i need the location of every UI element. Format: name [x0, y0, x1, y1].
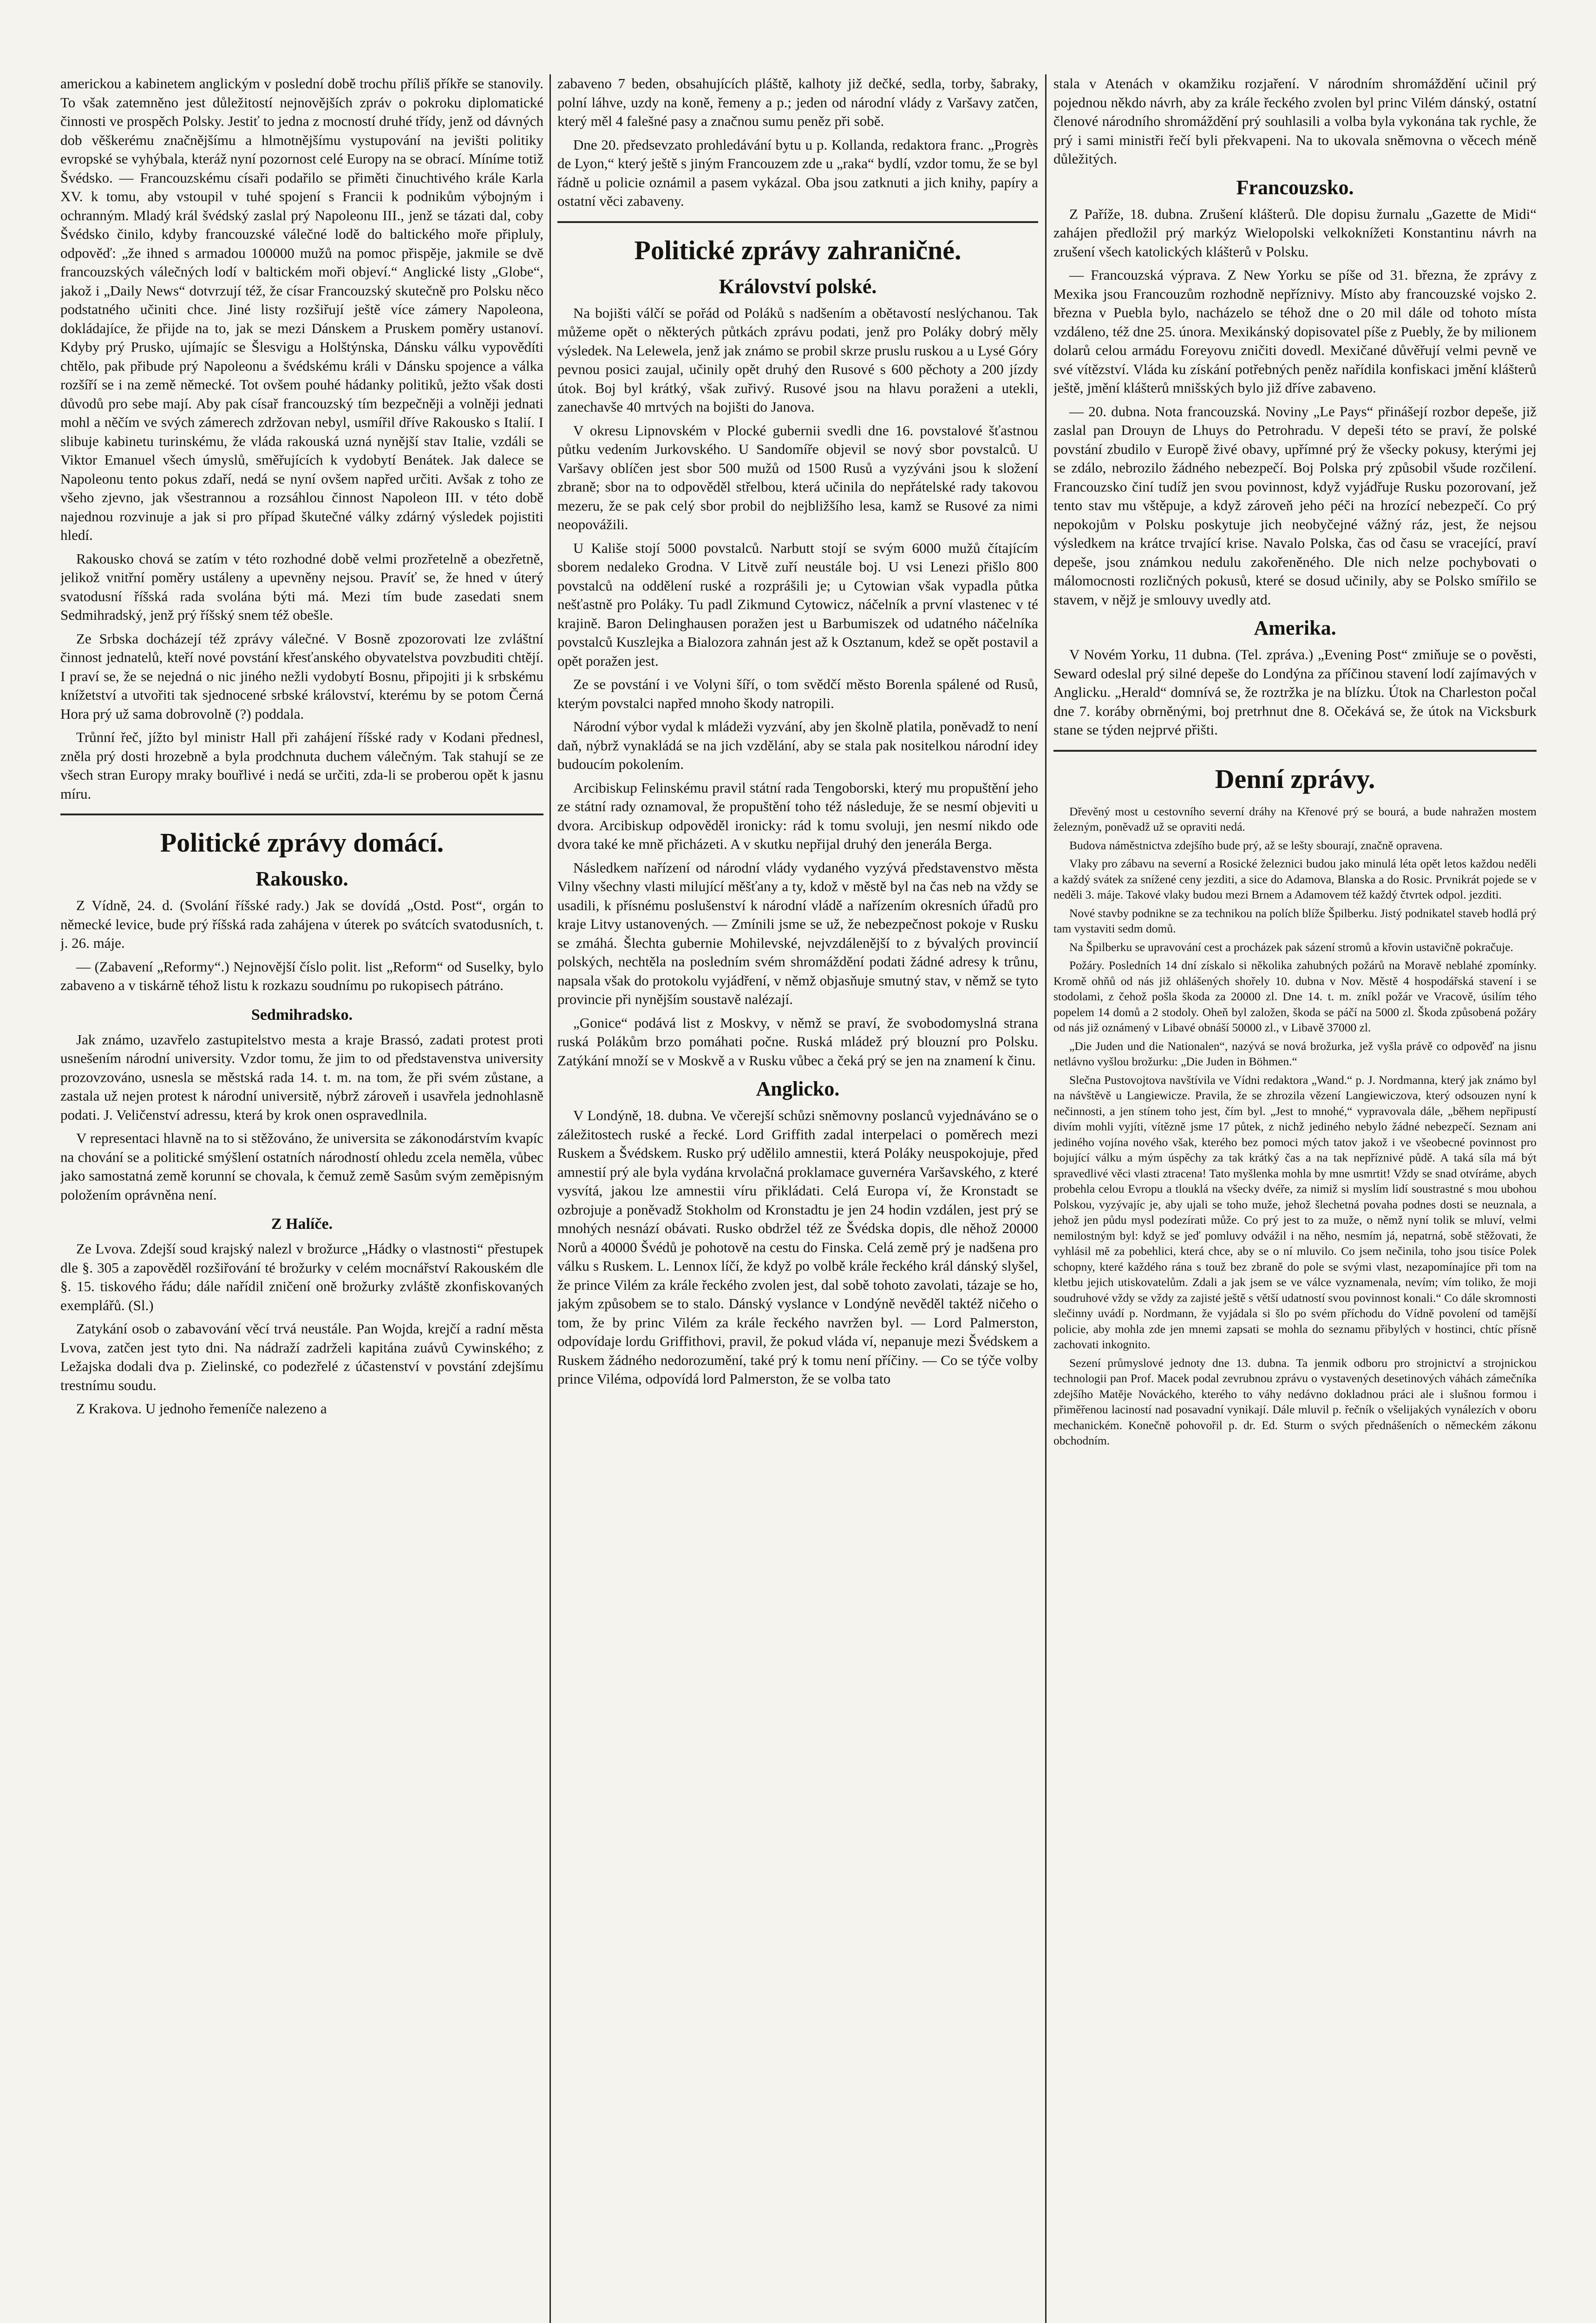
section-rule — [557, 221, 1038, 223]
article-paragraph: U Kališe stojí 5000 povstalců. Narbutt stojí se svým 6000 mužů čítajícím sborem nedaleko Grodna. V Litvě zuří neustále boj. U vsi Lenezi přišlo 800 povstalců na oddělení ruské a rozprášili je; u Cytowian však vypadla půtka nešťastně pro Poláky. Tu padl Zikmund Cytowicz, náčelník a první vlastenec v té krajině. Baron Delinghausen poražen jest u Barbumiszek od udatného náčelníka povstalců Kuszlejka a Bialozora zahnán jest až k Osztanum, kdež se opět postavil a opět poražen jest. — [557, 539, 1038, 669]
section-heading: Politické zprávy domácí. — [160, 827, 444, 858]
article-paragraph: Sezení průmyslové jednoty dne 13. dubna. Ta jenmik odboru pro strojnictví a strojnickou technologii pan Prof. Macek podal zevrubnou zprávu o vystavených desetinových váhách zámečníka zdejšího Matěje Nováckého, kterého to váhy nedávno dokladnou práci ale i slušnou formou i přiměřenou laciností nad posavadní vynikají. Dále mluvil p. řečník o všelijakých vynálezích v oboru mechanickém. Konečně pohovořil p. dr. Ed. Sturm o svých přednášeních o německém zákonu obchodním. — [1053, 1356, 1537, 1447]
article-paragraph: Dne 20. předsevzato prohledávání bytu u p. Kollanda, redaktora franc. „Progrès de Lyon,“ který ještě s jiným Francouzem zde u „raka“ bydlí, vzdor tomu, že se byl řádně u policie oznámil a pasem vykázal. Oba jsou zatknuti a jich knihy, papíry a ostatní věci zabaveny. — [557, 136, 1038, 209]
article-paragraph: „Gonice“ podává list z Moskvy, v němž se praví, že svobodomyslná strana ruská Polákům brzo pomáhati počne. Ruská mládež prý blouzní pro Polsku. Zatýkání množí se v Moskvě a v Rusku vůbec a čeká prý se jen na znamení k činu. — [557, 1014, 1038, 1069]
article-paragraph: Ze se povstání i ve Volyni šíří, o tom svědčí město Borenla spálené od Rusů, kterým povstalci napřed mnoho škody natropili. — [557, 676, 1038, 711]
article-paragraph: Nové stavby podnikne se za technikou na polích blíže Špilberku. Jistý podnikatel staveb hodlá prý tam vystaviti sedm domů. — [1053, 906, 1537, 935]
country-heading: Francouzsko. — [1236, 176, 1354, 199]
article-paragraph: — 20. dubna. Nota francouzská. Noviny „Le Pays“ přinášejí rozbor depeše, již zaslal pan Drouyn de Lhuys do Petrohradu. V depeši této se praví, že polské povstání zbudilo v Europě živé obavy, upřímné prý že všecky pokusy, kterými jej se zdálo, nebrozilo žádného nebezpečí. Boj Polska prý způsobil všude rozčilení. Francouzsko činí tudíž jen svou povinnost, když vyjádřuje Rusku pozorovaní, jež tento stav mu vštěpuje, a když zároveň jeho péči na hrozící nebezpečí. Co prý nepokojům v Polsku poskytuje jich neobyčejné vážný ráz, jest, že nejsou výsledkem na krátce trvající krise. Navalo Polska, čas od času se vracející, praví depeše, jsou známkou nedulu zakořeněného. Dle nich nelze pochybovati o málomocnosti rozličných pokusů, které se dosud učinily, aby se Polsko smířilo se stavem, v nějž je smlouvy uvedly atd. — [1053, 403, 1537, 608]
column-middle — [557, 74, 1038, 2323]
article-paragraph: Rakousko chová se zatím v této rozhodné době velmi prozřetelně a obezřetně, jelikož vnitřní poměry ustáleny a upevněny nejsou. Pravíť se, že hned v úterý svatodusní říšská rada svolána býti má. Mezi tím bude zasedati snem Sedmihradský, jenž prý říšský snem též obešle. — [60, 550, 543, 623]
article-paragraph: stala v Atenách v okamžiku rozjaření. V národním shromáždění učinil prý pojednou někdo návrh, aby za krále řeckého zvolen byl princ Vilém dánský, ostatní členové národního shromáždění prý souhlasili a volba byla vykonána tak rychle, že prý i sami ministři řečí byli překvapeni. Na to ukovala sněmovna o věcech méně důležitých. — [1053, 75, 1537, 167]
article-paragraph: Na bojišti válčí se pořád od Poláků s nadšením a obětavostí neslýchanou. Tak můžeme opět o některých půtkách zprávu podati, jenž pro Poláky dobrý měly výsledek. Na Lelewela, jenž jak známo se probil skrze pruslu ruskou a u Lysé Góry pevnou posici zaujal, učinily opět druhý den Rusové s 600 pěchoty a 200 jízdy útok. Boj byl krátký, však zuřivý. Rusové jsou na hlavu poraženi a utekli, zanechavše 40 mrtvých na bojišti do Janova. — [557, 304, 1038, 415]
article-paragraph: Zatykání osob o zabavování věcí trvá neustále. Pan Wojda, krejčí a radní města Lvova, zatčen jest tyto dni. Na nádraží zadrželi kapitána zuávů Cywinského; z Ležajska dodali dva p. Zielinské, co podezřelé z účastenství v povstání zdejšímu trestnímu soudu. — [60, 1320, 543, 1393]
article-paragraph: zabaveno 7 beden, obsahujících pláště, kalhoty již dečké, sedla, torby, šabraky, polní láhve, uzdy na koně, řemeny a p.; jeden od národní vlády z Varšavy zatčen, který měl 4 falešné pasy a značnou sumu peněz při sobě. — [557, 75, 1038, 129]
article-paragraph: „Die Juden und die Nationalen“, nazývá se nová brožurka, jež vyšla právě co odpověď na jisnu netlávno vyšlou brožurku: „Die Juden in Böhmen.“ — [1053, 1039, 1537, 1068]
article-paragraph: Trůnní řeč, jížto byl ministr Hall při zahájení říšské rady v Kodani přednesl, zněla prý dosti hrozebně a byla prodchnuta duchem válečným. Tak stahují se ze všech stran Europy mraky bouřlivé i nedá se určiti, zda-li se proberou opět k jasnu míru. — [60, 729, 543, 802]
article-paragraph: Národní výbor vydal k mládeži vyzvání, aby jen školně platila, poněvadž to není daň, nýbrž vynakládá se na jich vzdělání, aby se stala pak nositelkou národní idey budoucím pokolením. — [557, 718, 1038, 772]
article-paragraph: Na Špilberku se upravování cest a procházek pak sázení stromů a křovin ustavičně pokračuje. — [1069, 940, 1513, 954]
column-divider — [549, 74, 551, 2323]
article-paragraph: Slečna Pustovojtova navštívila ve Vídni redaktora „Wand.“ p. J. Nordmanna, který jak známo byl na návštěvě u Langiewicze. Pravila, že se zhrozila vězení Langiewiczova, který odsouzen nyní k nečinnosti, a jen stínem toho jest, čím byl. „Jest to mnohé,“ vypravovala dále, „během nepřipustí divím mohli vyjíti, vítězně jsme 17 půtek, z nichž jediného nebylo žádné nebezpečí. Seznam ani jediného vojína nového však, kterého bez pomoci mých tatov jakož i ve všeobecné povinnost pro bojující válku a mým úspěchy za tak krátký čas a na tak nepříznivé půdě. A taká síla má být spravedlivé věci vlasti ztracena! Tato myšlenka mohla by mne usmrtit! Vždy se snad otvíráme, abych probehla celou Evropu a tlouklá na všecky dvéře, za nimiž si myslím lidí soustrastné s mou ubohou Polskou, vyzývajíc je, aby ujali se toho muže, jehož šlechetná povaha podnes dosti se neuznala, a jehož jen půdu mysl podezírati může. Co prý jest to za muže, o němž nyní tolik se mluví, velmi nemilostným byl: když se jeď pomluvy odvážil i na něho, nesmím já, nepatrná, sobě stěžovati, že vyhlásil mě za pobehlici, která chce, aby se o ní mluvilo. Co jsem nečinila, toho jsou tisíce Polek schopny, které každého rána s touž bez zbraně do pole se svými vlast, nezapomínajíce při tom na kletbu jejich utiskovatelům. Zdali a jak jsem se ve válce vyznamenala, nevím; vím toliko, že moji soudruhové vždy se vždy za zajisté ještě s větší udatností svou povinnost konali.“ Co dále skromnosti slečinny uvádí p. Nordmann, že vyjádala si šlo po svém příchodu do Vídně povolení od tamější policie, aby mohla zde jen mnemi zapsati se mohla do seznamu přibylých v hostinci, chtíc přísně zachovati inkognito. — [1053, 1073, 1537, 1351]
article-paragraph: Dřevěný most u cestovního severní dráhy na Křenové prý se bourá, a bude nahražen mostem železným, poněvadž už se opraviti nedá. — [1053, 804, 1537, 833]
article-paragraph: V Londýně, 18. dubna. Ve včerejší schůzi sněmovny poslanců vyjednáváno se o záležitostech ruské a řecké. Lord Griffith zadal interpelaci o poměrech mezi Ruskem a Švédskem. Rusko prý udělilo amnestii, která Poláky neuspokojuje, před amnestií prý ale byla vydána krvolačná proklamace guvernéra Varšavského, z které vysvítá, jakou lze amnestii víru přikládati. Celá Europa ví, že Kronstadt se ozbrojuje a poněvadž Stokholm od Kronstadtu je jen 24 hodin vzdálen, jest prý se mnohých nesnází obávati. Rusko obdržel též ze Švédska dopis, dle něhož 20000 Norů a 40000 Švédů je pohotově na cestu do Finska. Celá země prý je nadšena pro válku s Ruskem. L. Lennox líčí, že když po volbě krále řeckého král dánský slyšel, že prince Vilém za krále řeckého zvolen jest, dal sobě tohoto zavolati, tázaje se ho, jakým způsobem se to stalo. Dánský vyslance v Londýně nevěděl taktéž ničeho o tom, že by princ Vilém za krále řeckého navržen byl. — Lord Palmerston, odpovídaje lordu Griffithovi, pravil, že pokud vláda ví, nepanuje mezi Švédskem a Ruskem žádného nedorozumění, také prý k tomu není příčiny. — Co se týče volby prince Viléma, odpovídá lord Palmerston, že se volba tato — [557, 1107, 1038, 1387]
article-paragraph: Budova náměstnictva zdejšího bude prý, až se lešty sbourají, značně opravena. — [1069, 838, 1443, 852]
article-paragraph: V okresu Lipnovském v Plocké gubernii svedli dne 16. povstalové šťastnou půtku vedením Jurkovského. U Sandomíře objevil se nový sbor povstalců. U Varšavy oblíčen jest sbor 500 mužů od 1500 Rusů a vyzýváni jsou k složení zbraně; sbor na to odpověděl střelbou, která učinila do nepřátelské rady takovou mezeru, že se pak celý sbor probil do nejbližšího lesa, kamž se Rusové za nimi neopovážili. — [557, 422, 1038, 532]
article-paragraph: Jak známo, uzavřelo zastupitelstvo mesta a kraje Brassó, zadati protest proti usnešením národní university. Vzdor tomu, že jim to od představenstva university prozovzováno, usnesla se městská rada 14. t. m. na tom, že při svém zůstane, a zastala už nejen protest k národní universitě, nýbrž zároveň i usavřela jednohlasně podati. J. Veličenství adressu, která by krok onen ospravedlnila. — [60, 1031, 543, 1123]
article-paragraph: — Francouzská výprava. Z New Yorku se píše od 31. března, že zprávy z Mexika jsou Francouzům rozhodně nepříznivy. Místo aby francouzské vojsko 2. března v Puebla bylo, nacházelo se téhož dne o 20 mil dále od tohoto místa vzdáleno, též dne 25. února. Mexikánský dopisovatel píše z Puebly, že by milionem dolarů celou armádu Foreyovu zničiti dovedl. Mexičané důvěřují velmi pevně ve své vítězství. Vláda ku získání potřebných peněz nařídila konfiskaci jmění klášterů ještě, jmění klášterů mnišských bylo již dříve zabaveno. — [1053, 267, 1537, 396]
section-heading: Denní zprávy. — [1215, 763, 1375, 794]
region-heading: Z Halíče. — [271, 1215, 333, 1233]
article-paragraph: Z Paříže, 18. dubna. Zrušení klášterů. Dle dopisu žurnalu „Gazette de Midi“ zahájen předložil prý markýz Wielopolski velkoknížeti Konstantinu návrh na zrušení všech katolických klášterů v Polsku. — [1053, 205, 1537, 260]
article-paragraph: Požáry. Posledních 14 dní získalo si několika zahubných požárů na Moravě neblahé zpomínky. Kromě ohňů od nás již ohlášených shořely 10. dubna v Nov. Městě 4 hospodářská stavení i se stodolami, z čehož pošla škoda za 20000 zl. Dne 14. t. m. zníkl požár ve Vracově, úsilím tého popelem 14 domů a 2 stodoly. Oheň byl založen, škoda se páčí na 5000 zl. Škoda způsobená požáry od nás již oznámený v Libavé obnáší 50000 zl., v Libavě 37000 zl. — [1053, 958, 1537, 1034]
section-rule — [60, 814, 543, 815]
country-heading: Království polské. — [719, 275, 877, 298]
country-heading: Amerika. — [1254, 617, 1336, 639]
section-heading: Politické zprávy zahraničné. — [634, 235, 962, 265]
country-heading: Rakousko. — [255, 867, 348, 890]
article-paragraph: Ze Lvova. Zdejší soud krajský nalezl v brožurce „Hádky o vlastnosti“ přestupek dle §. 305 a zapověděl rozšiřování té brožurky v celém mocnářství Rakouském dle §. 15. tiskového řádu; dále nařídil zničení oně brožurky zvláště zkonfiskovaných exemplářů. (Sl.) — [60, 1240, 543, 1313]
column-right — [1053, 74, 1537, 2323]
article-paragraph: V representaci hlavně na to si stěžováno, že universita se zákonodárstvím kvapíc na chování se a politické smýšlení ostatních národností ohledu zcela neměla, vůbec jako samostatná země korunní se chovala, k čemuž země Sasům svým zeměpisným položením oprávněna není. — [60, 1130, 543, 1203]
article-paragraph: — (Zabavení „Reformy“.) Nejnovější číslo polit. list „Reform“ od Suselky, bylo zabaveno a v tiskárně téhož listu k rozkazu soudnímu po rukopisech pátráno. — [60, 958, 543, 993]
article-paragraph: americkou a kabinetem anglickým v poslední době trochu příliš příkře se stanovily. To však zatemněno jest důležitostí nejnovějších zpráv o pokroku diplomatické činnosti ve prospěch Polsky. Jestiť to jedna z mocností druhé třídy, jenž od dávných dob věškerému značnějšímu a hlmotnějšímu vystupování na jevišti politiky evropské se vyhýbala, kteráž nyní pozornost celé Europy na se obrací. Míníme totiž Švédsko. — Francouzskému císaři podařilo se přiměti činuchtivého krále Karla XV. k tomu, aby vstoupil v tuhé spojení s Francii k podnikům výbojným i ochranným. Mladý král švédský zaslal prý Napoleonu III., jenž se tázati dal, coby Švédsko činilo, kdyby francouzské válečné lodě do baltického moře připluly, odpověď: „že ihned s armadou 100000 mužů na pomoc přispěje, jakmile se dvě francouzských válečných lodí v baltickém moři objeví.“ Anglické listy „Globe“, jakož i „Daily News“ dotvrzují též, že císar Francouzský skutečně pro Polsku něco podstatného učiniti chce. Jiné listy rozšiřují ještě více zámery Napoleona, dokládajíce, že přijde na to, jak se mezi Dánskem a Pruskem poměry ustanoví. Kdyby prý Prusko, ujímajíc se Šlesvigu a Holštýnska, Dánsku válku vypovědíti chtělo, pak přibude prý Napoleonu a švédskému králi v Dánsku spojence a válka rozšíří se i na země německé. Tot ovšem pouhé hádanky politiků, ježto však dosti důvodů pro sebe mají. Aby pak císař francouzský tím bezpečněji a volněji jednati mohl a něčím ve svých zámerech zdržovan nebyl, usmířil dříve Rakousko s Italií. I slibuje kabinetu turinskému, že vláda rakouská uzná nynější stav Italie, vzdáli se Viktor Emanuel všech úmyslů, směřujících k vydobytí Benátek. Jak dalece se Napoleonu tento pokus zdaří, nedá se nyní ovšem napřed určiti. Avšak z toho ze všeho zjevno, jak všestrannou a rozsáhlou činnost Napoleon III. v této době najednou rozvinuje a jak si pro případ škutečné války zdárný výsledek pojistiti hledí. — [60, 75, 543, 543]
article-paragraph: Následkem nařízení od národní vlády vydaného vyzývá představenstvo města Vilny všechny vlasti milující měšťany a ty, kdož v městě byl na čas neb na vždy se usadili, k přísnému poslušenství k národní vládě a nařízením okresních úřadů pro kraje Litvy ustanovených. — Zmínili jsme se už, že nebezpečnost pokoje v Rusku se zmáhá. Šlechta gubernie Mohilevské, nejvzdálenější to z bývalých provincií polských, nechtěla na posledním svém shromáždění podati žádné adresy k trůnu, napsala však do protokolu vyjádření, v němž objasňuje smutný stav, v němž se tyto provincie při nynějším soustavě nalézají. — [557, 859, 1038, 1007]
section-rule — [1053, 750, 1537, 752]
article-paragraph: Ze Srbska docházejí též zprávy válečné. V Bosně zpozorovati lze zvláštní činnost jednatelů, kteří nové povstání křesťanského obyvatelstva povzbuditi chtějí. I praví se, že se nejedná o nic jiného nežli vydobytí Bosnu, připojiti ji k srbskému knížetství a utvořiti tak sjednocené srbské království, kterému by se potom Černá Hora prý už sama dobrovolně (?) poddala. — [60, 630, 543, 722]
country-heading: Anglicko. — [756, 1077, 840, 1100]
article-paragraph: Arcibiskup Felinskému pravil státní rada Tengoborski, který mu propuštění jeho ze státní rady oznamoval, že propuštění toho též následuje, že se nesmí objeviti u dvora. Arcibiskup odpověděl ironicky: rád k tomu svoluji, jen nesmí nikdo ode dvora také ke mně přicházeti. A v skutku nepřijal druhý den jenerála Berga. — [557, 779, 1038, 852]
article-paragraph: V Novém Yorku, 11 dubna. (Tel. zpráva.) „Evening Post“ zmiňuje se o pověsti, Seward odeslal prý silné depeše do Londýna za příčinou stavení lodí zajímavých v Anglicku. „Herald“ domnívá se, že roztržka je na blízku. Útok na Charleston počal dne 7. koráby obrněnými, boj pretrhnut dne 8. Očekává se, že útok na Vicksburk stane se týden nejprvé přišti. — [1053, 646, 1537, 738]
region-heading: Sedmihradsko. — [251, 1006, 353, 1024]
article-paragraph: Z Krakova. U jednoho řemeníče nalezeno a — [76, 1400, 327, 1417]
article-paragraph: Z Vídně, 24. d. (Svolání říšské rady.) Jak se dovídá „Ostd. Post“, orgán to německé levice, bude prý říšská rada zahájena v úterek po svátcích svatodusních, t. j. 26. máje. — [60, 897, 543, 951]
article-paragraph: Vlaky pro zábavu na severní a Rosické železnici budou jako minulá léta opět letos každou neděli a každý svátek za snížené ceny jezditi, a sice do Adamova, Blanska a do Rosic. Prvnikrát pojede se v neděli 3. máje. Takové vlaky budou mezi Brnem a Adamovem též každý čtvrtek odpol. jezditi. — [1053, 857, 1537, 901]
column-divider — [1045, 74, 1047, 2323]
column-left — [60, 74, 543, 2323]
